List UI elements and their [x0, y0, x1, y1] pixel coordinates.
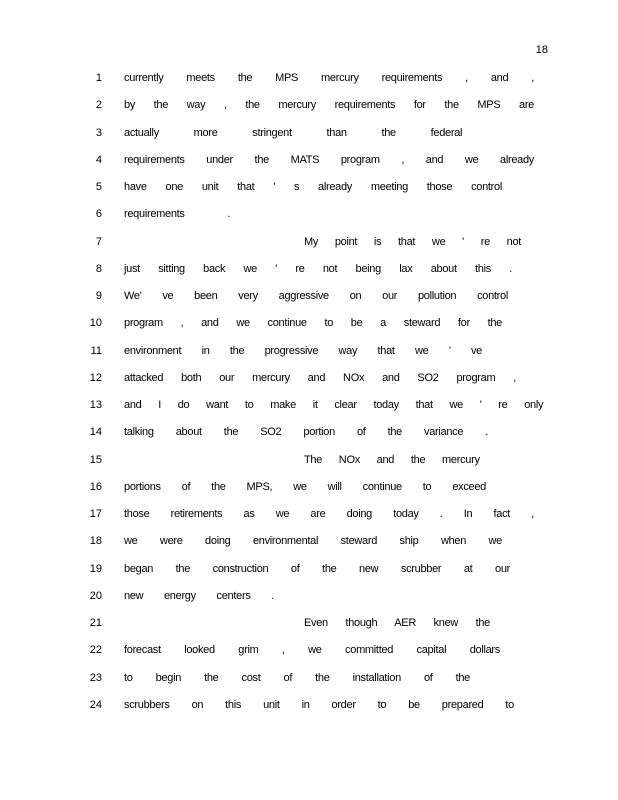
transcript-line [0, 617, 618, 644]
transcript-line [0, 535, 618, 562]
line-text: requirements under the MATS program , and we already [124, 153, 534, 166]
transcript-line [0, 236, 618, 263]
transcript-line [0, 263, 618, 290]
transcript-line [0, 454, 618, 481]
line-text: new energy centers . [124, 589, 274, 602]
line-text: requirements . [124, 208, 231, 221]
line-text: to begin the cost of the installation of the [124, 671, 470, 684]
transcript-line [0, 72, 618, 99]
line-number: 20 [89, 589, 102, 602]
transcript-line [0, 345, 618, 372]
line-number: 13 [89, 399, 102, 411]
transcript-line [0, 644, 618, 671]
transcript-line [0, 127, 618, 154]
transcript-line [0, 672, 618, 699]
line-number: 21 [89, 617, 102, 629]
transcript-line [0, 481, 618, 508]
line-text: environment in the progressive way that we ' ve [124, 344, 482, 357]
line-number: 14 [89, 426, 102, 439]
transcript-line [0, 99, 618, 126]
line-text: talking about the SO2 portion of the variance . [124, 426, 488, 439]
line-number: 6 [95, 208, 102, 221]
line-number: 5 [95, 181, 102, 193]
line-text: My point is that we ' re not [304, 235, 522, 248]
line-number: 24 [89, 698, 102, 711]
line-number: 19 [89, 562, 102, 575]
line-text: scrubbers on this unit in order to be prepared to [124, 698, 514, 711]
line-number: 3 [95, 126, 102, 139]
transcript-line [0, 399, 618, 426]
transcript-line [0, 372, 618, 399]
line-text: portions of the MPS, we will continue to exceed [124, 480, 486, 493]
transcript-body [0, 72, 618, 726]
line-text: have one unit that ' s already meeting those control [124, 181, 502, 193]
line-text: program , and we continue to be a steward for the [124, 317, 502, 330]
transcript-line [0, 563, 618, 590]
transcript-line [0, 317, 618, 344]
line-number: 18 [89, 535, 102, 548]
line-number: 1 [95, 72, 102, 84]
line-number: 2 [95, 99, 102, 112]
line-text: by the way , the mercury requirements for the MPS are [124, 99, 534, 112]
line-text: forecast looked grim , we committed capital dollars [124, 644, 500, 657]
transcript-line [0, 181, 618, 208]
line-text: The NOx and the mercury [304, 453, 480, 466]
line-text: actually more stringent than the federal [124, 126, 463, 139]
transcript-line [0, 590, 618, 617]
transcript-line [0, 508, 618, 535]
line-number: 23 [89, 671, 102, 684]
transcript-line [0, 426, 618, 453]
line-number: 7 [95, 235, 102, 248]
transcript-line [0, 208, 618, 235]
line-number: 4 [95, 153, 102, 166]
line-number: 11 [90, 344, 102, 357]
line-number: 12 [89, 371, 102, 384]
line-text: We' ve been very aggressive on our pollution control [124, 290, 508, 302]
line-text: attacked both our mercury and NOx and SO2 program , [124, 371, 516, 384]
line-number: 17 [89, 508, 102, 520]
line-number: 8 [95, 262, 102, 275]
transcript-line [0, 290, 618, 317]
line-text: Even though AER knew the [304, 617, 490, 629]
page-number: 18 [535, 44, 548, 56]
line-number: 16 [89, 480, 102, 493]
line-text: just sitting back we ' re not being lax about this . [124, 262, 512, 275]
line-number: 15 [89, 453, 102, 466]
line-text: and I do want to make it clear today that we ' re only [124, 399, 544, 411]
line-text: began the construction of the new scrubber at our [124, 562, 510, 575]
line-number: 9 [95, 290, 102, 302]
line-text: those retirements as we are doing today . In fact , [124, 508, 534, 520]
line-text: we were doing environmental steward ship when we [124, 535, 502, 548]
line-text: currently meets the MPS mercury requirements , and , [124, 72, 534, 84]
line-number: 10 [89, 317, 102, 330]
transcript-line [0, 699, 618, 726]
line-number: 22 [89, 644, 102, 657]
transcript-line [0, 154, 618, 181]
